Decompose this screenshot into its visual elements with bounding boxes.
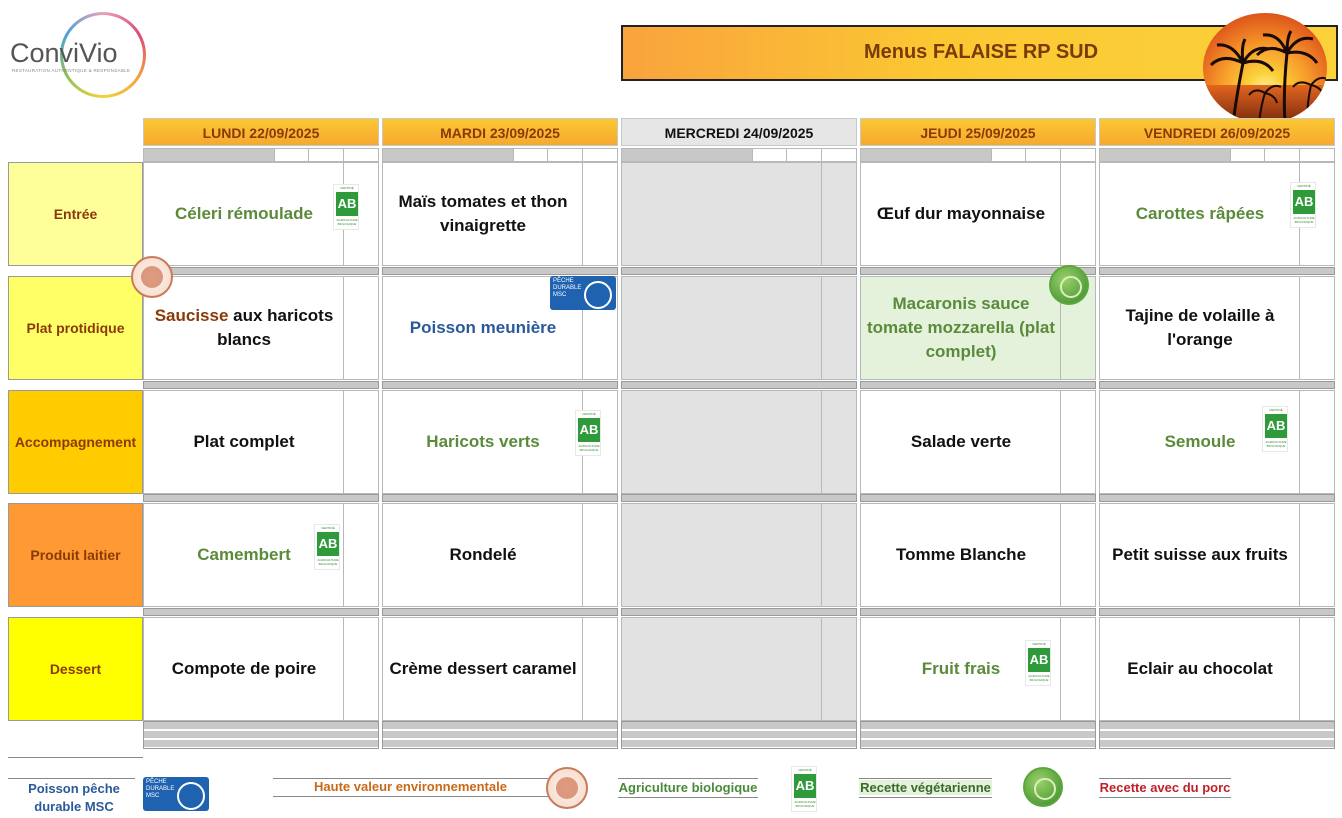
menu-cell bbox=[860, 617, 1096, 721]
dish-name: Poisson meunière bbox=[409, 318, 557, 337]
menu-cell bbox=[143, 390, 379, 494]
menu-cell bbox=[1099, 503, 1335, 607]
msc-sustainable-fishing-icon: PÊCHE DURABLE MSC bbox=[550, 276, 616, 310]
menu-cell bbox=[143, 617, 379, 721]
menu-cell bbox=[382, 617, 618, 721]
hve-stamp-icon bbox=[131, 256, 173, 298]
legend-msc-label: Poisson pêche durable MSC bbox=[28, 781, 120, 814]
menu-cell bbox=[860, 390, 1096, 494]
menu-cell bbox=[382, 503, 618, 607]
day-subheader bbox=[860, 148, 1096, 162]
ab-organic-icon: CERTIFIÉ AB AGRICULTURE BIOLOGIQUE bbox=[1262, 406, 1288, 452]
day-subheader bbox=[1099, 148, 1335, 162]
hve-stamp-icon bbox=[546, 767, 588, 809]
ab-organic-icon: CERTIFIÉ AB AGRICULTURE BIOLOGIQUE bbox=[1290, 182, 1316, 228]
legend-underline bbox=[1099, 778, 1231, 779]
ab-organic-icon: CERTIFIÉ AB AGRICULTURE BIOLOGIQUE bbox=[333, 184, 359, 230]
row-separator bbox=[143, 608, 379, 616]
row-separator bbox=[143, 267, 379, 275]
row-label-entree: Entrée bbox=[8, 162, 143, 266]
dish-name: Semoule bbox=[1164, 432, 1236, 451]
row-separator bbox=[860, 608, 1096, 616]
dish-name: Salade verte bbox=[910, 432, 1012, 451]
menu-cell-empty bbox=[621, 276, 857, 380]
row-separator bbox=[1099, 381, 1335, 389]
row-separator bbox=[143, 381, 379, 389]
divider bbox=[8, 757, 143, 758]
sunset-palm-icon bbox=[1203, 13, 1327, 123]
menu-cell-empty bbox=[621, 390, 857, 494]
day-subheader bbox=[143, 148, 379, 162]
row-separator bbox=[1099, 267, 1335, 275]
dish-name: Maïs tomates et thon vinaigrette bbox=[398, 192, 568, 235]
legend-underline bbox=[273, 796, 548, 797]
day-header-jeudi: JEUDI 25/09/2025 bbox=[860, 118, 1096, 146]
convivio-logo bbox=[8, 10, 153, 105]
menu-cell bbox=[1099, 276, 1335, 380]
ab-organic-icon: CERTIFIÉ AB AGRICULTURE BIOLOGIQUE bbox=[1025, 640, 1051, 686]
dish-name: Carottes râpées bbox=[1135, 204, 1265, 223]
dish-rest: aux haricots blancs bbox=[217, 306, 334, 349]
footer-bars bbox=[860, 721, 1096, 749]
palm-trees-icon bbox=[1203, 13, 1327, 123]
legend-underline bbox=[618, 797, 758, 798]
footer-bars bbox=[382, 721, 618, 749]
row-label-laitier: Produit laitier bbox=[8, 503, 143, 607]
row-separator bbox=[382, 267, 618, 275]
menu-cell bbox=[1099, 617, 1335, 721]
day-header-mercredi: MERCREDI 24/09/2025 bbox=[621, 118, 857, 146]
row-separator bbox=[1099, 494, 1335, 502]
msc-sustainable-fishing-icon: PÊCHE DURABLE MSC bbox=[143, 777, 209, 811]
row-separator bbox=[860, 381, 1096, 389]
logo-tagline: RESTAURATION AUTHENTIQUE & RESPONSABLE bbox=[12, 68, 131, 73]
dish-name: Céleri rémoulade bbox=[175, 204, 313, 223]
row-label-accompagnement: Accompagnement bbox=[8, 390, 143, 494]
page-title: Menus FALAISE RP SUD bbox=[863, 41, 1099, 63]
ab-organic-icon: CERTIFIÉ AB AGRICULTURE BIOLOGIQUE bbox=[314, 524, 340, 570]
menu-cell bbox=[860, 503, 1096, 607]
vegetarian-icon bbox=[1023, 767, 1063, 807]
footer-bars bbox=[143, 721, 379, 749]
row-separator bbox=[382, 608, 618, 616]
footer-bars bbox=[621, 721, 857, 749]
row-label-dessert: Dessert bbox=[8, 617, 143, 721]
logo-name: ConviVio bbox=[10, 38, 118, 68]
legend-underline bbox=[8, 778, 135, 779]
footer-bars bbox=[1099, 721, 1335, 749]
row-separator bbox=[621, 267, 857, 275]
menu-cell bbox=[860, 162, 1096, 266]
legend-underline bbox=[1099, 797, 1231, 798]
day-header-mardi: MARDI 23/09/2025 bbox=[382, 118, 618, 146]
ab-organic-icon: CERTIFIÉ AB AGRICULTURE BIOLOGIQUE bbox=[575, 410, 601, 456]
vegetarian-icon bbox=[1049, 265, 1089, 305]
menu-cell bbox=[143, 276, 379, 380]
dish-pork-part: Saucisse bbox=[154, 306, 229, 325]
day-subheader bbox=[621, 148, 857, 162]
dish-name: Macaronis sauce tomate mozzarella (plat complet) bbox=[867, 294, 1055, 361]
row-separator bbox=[143, 494, 379, 502]
row-separator bbox=[382, 494, 618, 502]
day-header-vendredi: VENDREDI 26/09/2025 bbox=[1099, 118, 1335, 146]
row-separator bbox=[621, 494, 857, 502]
dish-name: Œuf dur mayonnaise bbox=[876, 204, 1046, 223]
ab-organic-icon: CERTIFIÉ AB AGRICULTURE BIOLOGIQUE bbox=[791, 766, 817, 812]
legend-underline bbox=[618, 778, 758, 779]
menu-cell-empty bbox=[621, 503, 857, 607]
row-separator bbox=[382, 381, 618, 389]
day-subheader bbox=[382, 148, 618, 162]
dish-name: Crème dessert caramel bbox=[389, 659, 577, 678]
dish-name: Camembert bbox=[197, 545, 291, 564]
menu-cell bbox=[143, 503, 379, 607]
menu-cell bbox=[1099, 390, 1335, 494]
row-separator bbox=[860, 494, 1096, 502]
dish-name: Petit suisse aux fruits bbox=[1112, 545, 1288, 564]
legend-bio-label: Agriculture biologique bbox=[618, 780, 758, 795]
dish-name: Plat complet bbox=[193, 432, 295, 451]
dish-name: Rondelé bbox=[449, 545, 517, 564]
dish-name: Compote de poire bbox=[171, 659, 317, 678]
dish-name bbox=[144, 277, 344, 379]
dish-name: Tomme Blanche bbox=[895, 545, 1027, 564]
menu-cell-empty bbox=[621, 162, 857, 266]
dish-name: Eclair au chocolat bbox=[1127, 659, 1273, 678]
legend-porc-label: Recette avec du porc bbox=[1099, 780, 1231, 795]
legend-underline bbox=[859, 778, 992, 779]
legend-underline bbox=[859, 797, 992, 798]
row-separator bbox=[621, 381, 857, 389]
legend-veg-label: Recette végétarienne bbox=[860, 780, 991, 795]
row-separator bbox=[1099, 608, 1335, 616]
menu-cell bbox=[382, 162, 618, 266]
row-label-plat: Plat protidique bbox=[8, 276, 143, 380]
menu-cell-empty bbox=[621, 617, 857, 721]
row-separator bbox=[621, 608, 857, 616]
dish-name: Haricots verts bbox=[426, 432, 540, 451]
day-header-lundi: LUNDI 22/09/2025 bbox=[143, 118, 379, 146]
dish-name: Fruit frais bbox=[921, 659, 1001, 678]
dish-name: Tajine de volaille à l'orange bbox=[1125, 306, 1275, 349]
legend-hve-label: Haute valeur environnementale bbox=[314, 779, 507, 794]
